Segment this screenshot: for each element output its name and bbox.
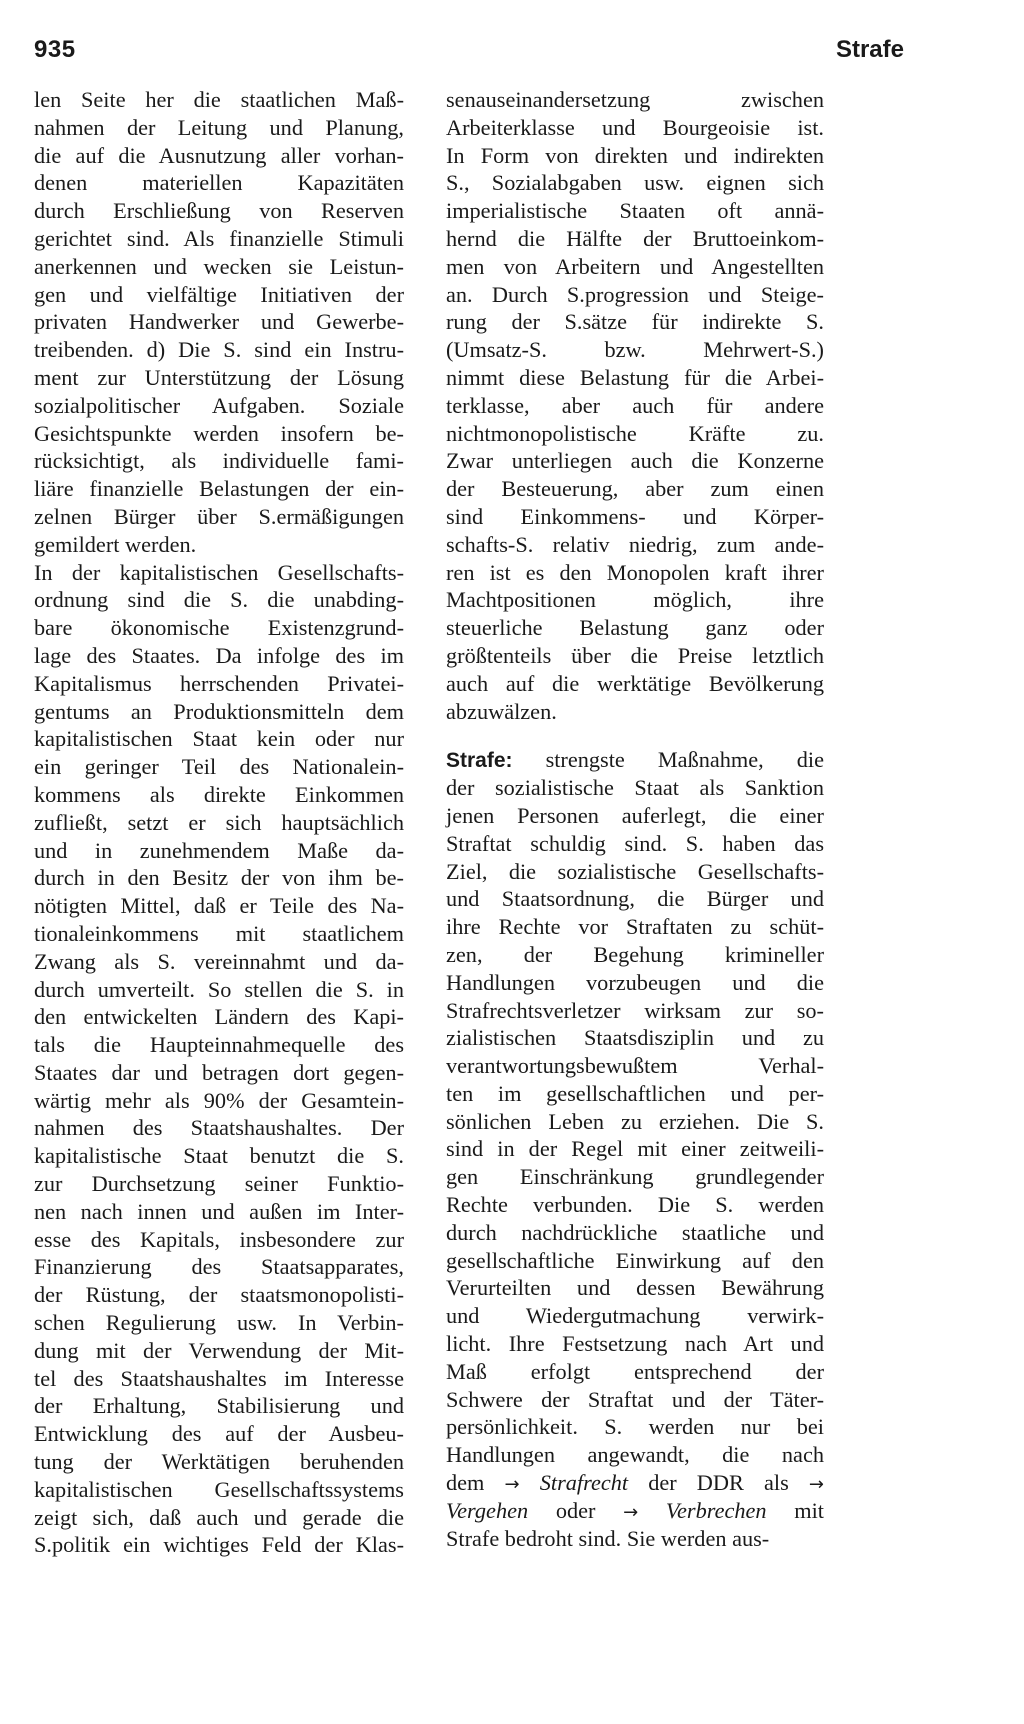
- text-line: privaten Handwerker und Gewerbe-: [34, 309, 404, 335]
- text-line: zialistischen Staatsdisziplin und zu: [446, 1025, 824, 1051]
- text-line: In Form von direkten und indirekten: [446, 142, 824, 168]
- text-line: die auf die Ausnutzung aller vorhan-: [34, 142, 404, 168]
- arrow-right-icon: →: [504, 1474, 520, 1496]
- text-line: hernd die Hälfte der Bruttoeinkom-: [446, 225, 824, 251]
- text-line: sönlichen Leben zu erziehen. Die S.: [446, 1108, 824, 1134]
- text-line: zufließt, setzt er sich hauptsächlich: [34, 809, 404, 835]
- text-line: Zwang als S. vereinnahmt und da-: [34, 948, 404, 974]
- text-line: ren ist es den Monopolen kraft ihrer: [446, 559, 824, 585]
- text-line: nötigten Mittel, daß er Teile des Na-: [34, 893, 404, 919]
- entry-strafe: [446, 746, 824, 1552]
- text-line: Verurteilten und dessen Bewährung: [446, 1275, 824, 1301]
- text-line: Arbeiterklasse und Bourgeoisie ist.: [446, 114, 824, 140]
- entry-separator: [446, 725, 824, 746]
- text-line: senauseinandersetzung zwischen: [446, 87, 824, 112]
- text-line: persönlichkeit. S. werden nur bei: [446, 1414, 824, 1440]
- text-line: den entwickelten Ländern des Kapi-: [34, 1004, 404, 1030]
- text-line: auch auf die werktätige Bevölkerung: [446, 670, 824, 696]
- page-number: 935: [34, 36, 76, 63]
- xref-verbrechen[interactable]: Verbrechen: [665, 1497, 767, 1523]
- text-line: gerichtet sind. Als finanzielle Stimuli: [34, 225, 404, 251]
- text-line: durch umverteilt. So stellen die S. in: [34, 976, 404, 1002]
- xref-text: dem: [446, 1470, 485, 1496]
- text-line: gen Einschränkung grundlegender: [446, 1164, 824, 1190]
- text-line: terklasse, aber auch für andere: [446, 392, 824, 418]
- text-line: steuerliche Belastung ganz oder: [446, 615, 824, 641]
- text-line: ein geringer Teil des Nationalein-: [34, 754, 404, 780]
- text-line: lage des Staates. Da infolge des im: [34, 642, 404, 668]
- text-line: Machtpositionen möglich, ihre: [446, 587, 824, 613]
- xref-text: oder: [555, 1497, 596, 1523]
- text-line: sozialpolitischer Aufgaben. Soziale: [34, 392, 404, 418]
- xref-text: mit: [794, 1497, 824, 1523]
- text-line: imperialistische Staaten oft annä-: [446, 198, 824, 224]
- text-line: Zwar unterliegen auch die Konzerne: [446, 448, 824, 474]
- text-line: (Umsatz-S. bzw. Mehrwert-S.): [446, 337, 824, 363]
- text-line: Handlungen vorzubeugen und die: [446, 969, 824, 995]
- text-line: ordnung sind die S. die unabding-: [34, 587, 404, 613]
- entry-body: [446, 774, 824, 1469]
- text-line: durch in den Besitz der von ihm be-: [34, 865, 404, 891]
- text-line: jenen Personen auferlegt, die einer: [446, 802, 824, 828]
- text-line: liäre finanzielle Belastungen der ein-: [34, 476, 404, 502]
- text-line: treibenden. d) Die S. sind ein Instru-: [34, 337, 404, 363]
- xref-vergehen[interactable]: Vergehen: [446, 1497, 529, 1523]
- text-line: ment zur Unterstützung der Lösung: [34, 364, 404, 390]
- text-line: Schwere der Straftat und der Täter-: [446, 1386, 824, 1412]
- text-line: durch nachdrückliche staatliche und: [446, 1219, 824, 1245]
- text-line: zen, der Begehung krimineller: [446, 941, 824, 967]
- running-head: Strafe: [835, 36, 904, 63]
- xref-strafrecht[interactable]: Strafrecht: [539, 1470, 629, 1496]
- text-line: rung der S.sätze für indirekte S.: [446, 309, 824, 335]
- text-line: nichtmonopolistische Kräfte zu.: [446, 420, 824, 446]
- xref-line-2: [446, 1497, 824, 1525]
- text-line: tel des Staatshaushaltes im Interesse: [34, 1365, 404, 1391]
- text-line: Handlungen angewandt, die nach: [446, 1442, 824, 1468]
- text-line: ihre Rechte vor Straftaten zu schüt-: [446, 914, 824, 940]
- text-line: kapitalistische Staat benutzt die S.: [34, 1143, 404, 1169]
- text-line: kapitalistischen Staat kein oder nur: [34, 726, 404, 752]
- left-column: [34, 86, 404, 1559]
- text-line: anerkennen und wecken sie Leistun-: [34, 253, 404, 279]
- text-line: der Besteuerung, aber zum einen: [446, 476, 824, 502]
- entry-headword: Strafe:: [446, 749, 513, 773]
- text-line: größtenteils über die Preise letztlich: [446, 642, 824, 668]
- text-line: Strafrechtsverletzer wirksam zur so-: [446, 997, 824, 1023]
- text-line: In der kapitalistischen Gesellschafts-: [34, 559, 404, 585]
- arrow-right-icon: →: [623, 1501, 639, 1523]
- text-line: Straftat schuldig sind. S. haben das: [446, 830, 824, 856]
- text-line: tung der Werktätigen beruhenden: [34, 1449, 404, 1475]
- text-line: an. Durch S.progression und Steige-: [446, 281, 824, 307]
- text-line: sind Einkommens- und Körper-: [446, 503, 824, 529]
- text-line: gemildert werden.: [34, 531, 197, 557]
- text-line: wärtig mehr als 90% der Gesamtein-: [34, 1087, 404, 1113]
- text-line: dung mit der Verwendung der Mit-: [34, 1337, 404, 1363]
- arrow-right-icon: →: [808, 1474, 824, 1496]
- text-line: zeigt sich, daß auch und gerade die: [34, 1504, 404, 1530]
- text-line: tionaleinkommens mit staatlichem: [34, 920, 404, 946]
- text-line: nen nach innen und außen im Inter-: [34, 1198, 404, 1224]
- text-line: Gesichtspunkte werden insofern be-: [34, 420, 404, 446]
- text-line: zelnen Bürger über S.ermäßigungen: [34, 503, 404, 529]
- text-line: rücksichtigt, als individuelle fami-: [34, 448, 404, 474]
- text-line: durch Erschließung von Reserven: [34, 198, 404, 224]
- text-line: tals die Haupteinnahmequelle des: [34, 1032, 404, 1058]
- xref-line-1: [446, 1469, 824, 1497]
- text-line: Maß erfolgt entsprechend der: [446, 1358, 824, 1384]
- text-line: kommens als direkte Einkommen: [34, 781, 404, 807]
- text-line: licht. Ihre Festsetzung nach Art und: [446, 1331, 824, 1357]
- text-line: gentums an Produktionsmitteln dem: [34, 698, 404, 724]
- text-line: esse des Kapitals, insbesondere zur: [34, 1226, 404, 1252]
- text-line: Rechte verbunden. Die S. werden: [446, 1192, 824, 1218]
- text-line: bare ökonomische Existenzgrund-: [34, 615, 404, 641]
- text-line: Finanzierung des Staatsapparates,: [34, 1254, 404, 1280]
- text-line: gen und vielfältige Initiativen der: [34, 281, 404, 307]
- text-line: men von Arbeitern und Angestellten: [446, 253, 824, 279]
- entry-first-line: [446, 746, 824, 774]
- text-line: nimmt diese Belastung für die Arbei-: [446, 364, 824, 390]
- text-line: denen materiellen Kapazitäten: [34, 170, 404, 196]
- right-column-continuation: [446, 86, 824, 725]
- text-line: Staates dar und betragen dort gegen-: [34, 1059, 404, 1085]
- text-line: ten im gesellschaftlichen und per-: [446, 1080, 824, 1106]
- text-line: S.politik ein wichtiges Feld der Klas-: [34, 1532, 404, 1558]
- text-line: der sozialistische Staat als Sanktion: [446, 775, 824, 801]
- text-line: verantwortungsbewußtem Verhal-: [446, 1053, 824, 1079]
- text-line: und Staatsordnung, die Bürger und: [446, 886, 824, 912]
- text-line: abzuwälzen.: [446, 698, 557, 724]
- text-line: schen Regulierung usw. In Verbin-: [34, 1310, 404, 1336]
- text-line: S., Sozialabgaben usw. eignen sich: [446, 170, 824, 196]
- text-line: Entwicklung des auf der Ausbeu-: [34, 1421, 404, 1447]
- entry-final-line: Strafe bedroht sind. Sie werden aus-: [446, 1525, 770, 1551]
- entry-first-line-text: strengste Maßnahme, die: [545, 747, 824, 773]
- text-line: sind in der Regel mit einer zeitweili-: [446, 1136, 824, 1162]
- xref-text: der DDR als: [648, 1470, 789, 1496]
- text-line: Kapitalismus herrschenden Privatei-: [34, 670, 404, 696]
- text-line: der Rüstung, der staatsmonopolisti-: [34, 1282, 404, 1308]
- text-line: gesellschaftliche Einwirkung auf den: [446, 1247, 824, 1273]
- text-line: nahmen der Leitung und Planung,: [34, 114, 404, 140]
- text-line: zur Durchsetzung seiner Funktio-: [34, 1171, 404, 1197]
- text-line: kapitalistischen Gesellschaftssystems: [34, 1476, 404, 1502]
- text-line: nahmen des Staatshaushaltes. Der: [34, 1115, 404, 1141]
- right-column: [446, 86, 824, 1552]
- text-line: und in zunehmendem Maße da-: [34, 837, 404, 863]
- text-line: schafts-S. relativ niedrig, zum ande-: [446, 531, 824, 557]
- text-line: Ziel, die sozialistische Gesellschafts-: [446, 858, 824, 884]
- text-line: len Seite her die staatlichen Maß-: [34, 87, 404, 112]
- text-line: und Wiedergutmachung verwirk-: [446, 1303, 824, 1329]
- text-line: der Erhaltung, Stabilisierung und: [34, 1393, 404, 1419]
